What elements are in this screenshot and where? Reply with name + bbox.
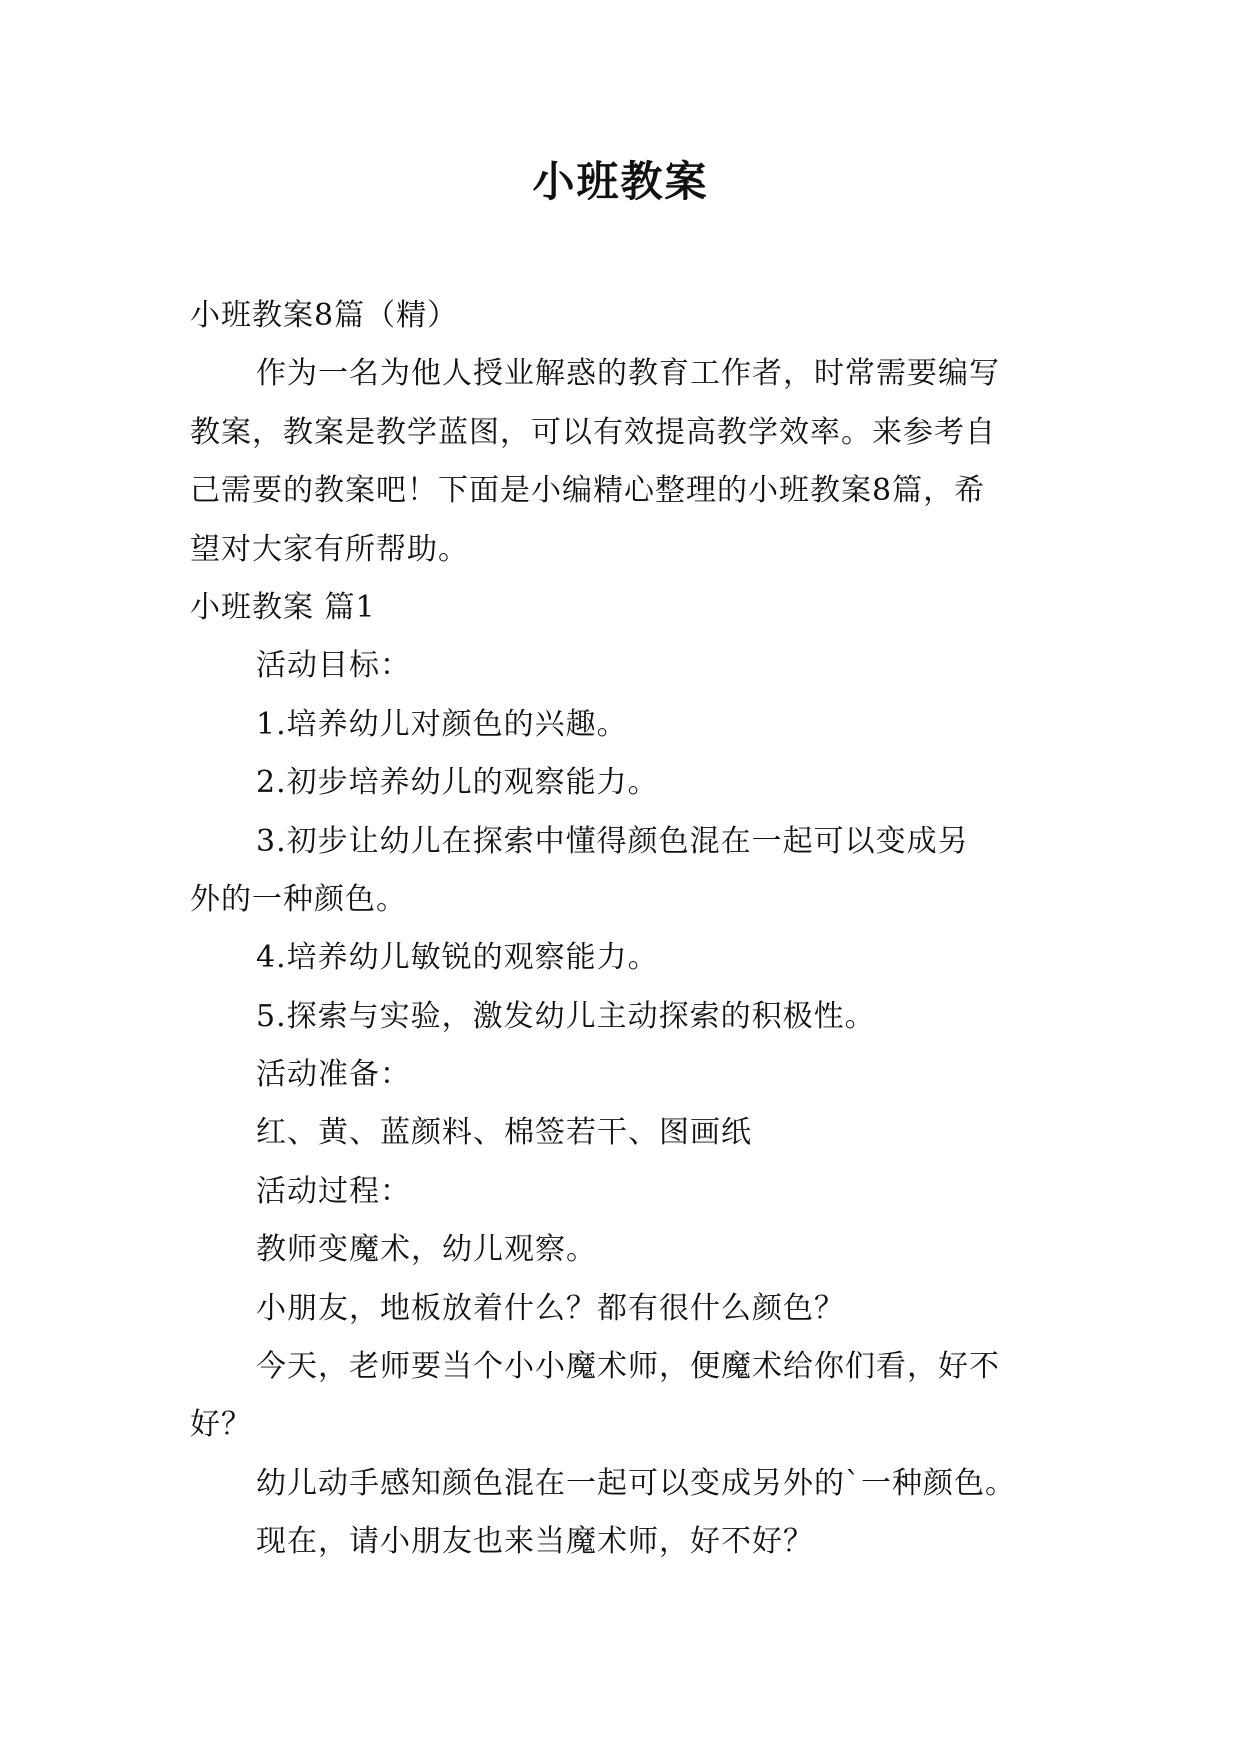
text-line-8: 1.培养幼儿对颜色的兴趣。 [256,706,628,742]
text-line-7: 活动目标： [256,648,411,684]
text-line-12: 4.培养幼儿敏锐的观察能力。 [256,940,659,976]
text-line-10: 3.初步让幼儿在探索中懂得颜色混在一起可以变成另 [256,823,969,859]
document-title: 小班教案 [532,157,709,206]
text-line-5: 望对大家有所帮助。 [190,531,469,567]
text-line-22: 现在，请小朋友也来当魔术师，好不好？ [256,1524,814,1560]
text-line-21: 幼儿动手感知颜色混在一起可以变成另外的`一种颜色。 [256,1465,1016,1501]
text-line-9: 2.初步培养幼儿的观察能力。 [256,765,659,801]
text-line-19: 今天，老师要当个小小魔术师，便魔术给你们看，好不 [256,1349,1000,1385]
text-line-13: 5.探索与实验，激发幼儿主动探索的积极性。 [256,998,876,1034]
text-line-11: 外的一种颜色。 [190,881,407,917]
document-body [190,287,1050,1572]
text-line-16: 活动过程： [256,1173,411,1209]
text-line-20: 好？ [190,1407,252,1443]
text-line-17: 教师变魔术，幼儿观察。 [256,1232,597,1268]
text-line-3: 教案，教案是教学蓝图，可以有效提高教学效率。来参考自 [190,414,996,450]
text-line-18: 小朋友，地板放着什么？都有很什么颜色？ [256,1290,845,1326]
text-line-14: 活动准备： [256,1057,411,1093]
text-line-1: 小班教案8篇（精） [190,298,459,333]
section-heading: 小班教案 篇1 [190,589,376,625]
text-line-4: 己需要的教案吧！下面是小编精心整理的小班教案8篇，希 [190,473,986,509]
text-line-2: 作为一名为他人授业解惑的教育工作者，时常需要编写 [256,356,1000,392]
text-line-15: 红、黄、蓝颜料、棉签若干、图画纸 [256,1115,752,1151]
